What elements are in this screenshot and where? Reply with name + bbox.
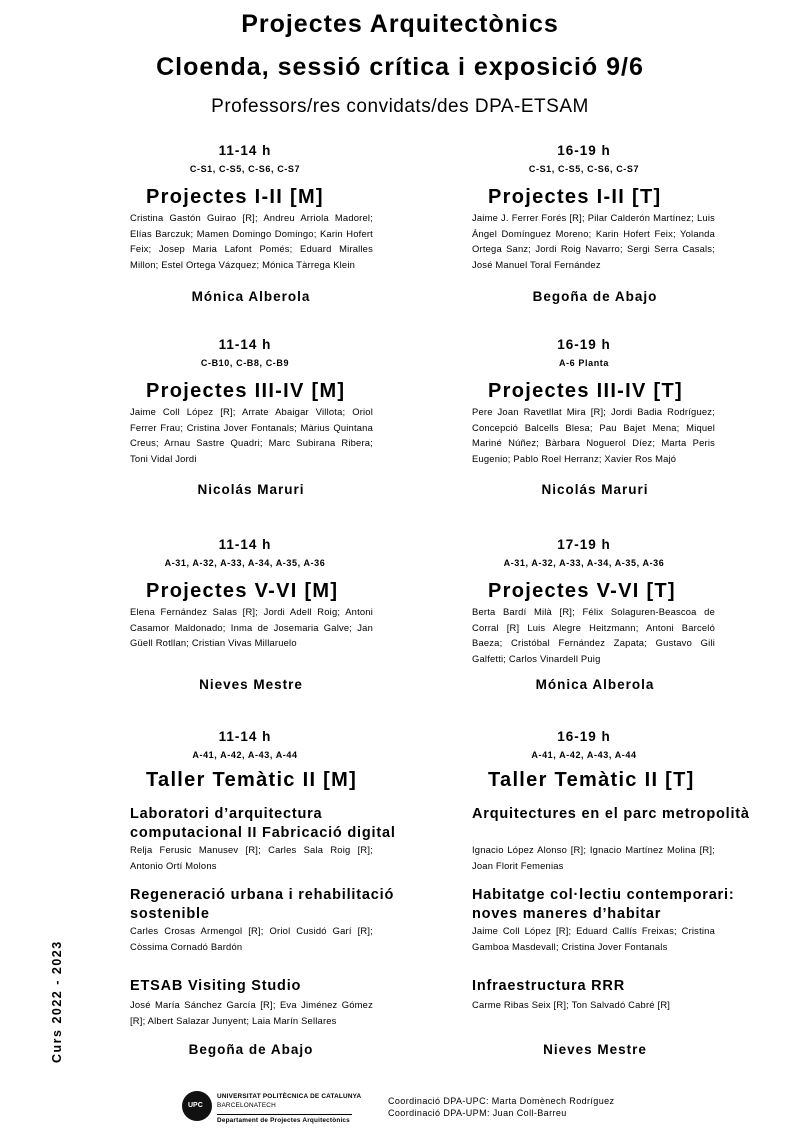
- guests-line: Professors/res convidats/des DPA-ETSAM: [211, 96, 589, 117]
- coordination-upc: Coordinació DPA-UPC: Marta Domènech Rodríguez: [388, 1096, 615, 1106]
- professor-list: Elena Fernández Salas [R]; Jordi Adell Roig; Antoni Casamor Maldonado; Inma de Josemaria Galve; Jan Güell Rotllan; Cristian Vivas Millaruelo: [130, 606, 373, 648]
- course-title: Projectes I-II [M]: [146, 186, 324, 208]
- footer-divider: [217, 1114, 352, 1115]
- page-subtitle: Cloenda, sessió crítica i exposició 9/6: [156, 53, 644, 81]
- professor-list: Berta Bardí Milà [R]; Félix Solaguren-Beascoa de Corral [R] Luis Alegre Heitzmann; Antoni Barceló Baeza; Cristóbal Fernández Zapata; Gustavo Gili Galfetti; Carlos Vinardell Puig: [472, 606, 715, 664]
- workshop-title: Regeneració urbana i rehabilitació sostenible: [130, 887, 395, 922]
- course-title: Taller Temàtic II [T]: [488, 769, 695, 791]
- coordination-upm: Coordinació DPA-UPM: Juan Coll-Barreu: [388, 1108, 567, 1118]
- workshop-title: Infraestructura RRR: [472, 978, 625, 994]
- course-year: Curs 2022 - 2023: [50, 940, 64, 1063]
- coordinator-name: Nicolás Maruri: [541, 482, 649, 497]
- course-title: Taller Temàtic II [M]: [146, 769, 358, 791]
- session-rooms: A-31, A-32, A-33, A-34, A-35, A-36: [164, 558, 326, 568]
- course-title: Projectes III-IV [T]: [488, 380, 683, 402]
- workshop-title: ETSAB Visiting Studio: [130, 978, 302, 994]
- professor-list: Jaime Coll López [R]; Arrate Abaigar Villota; Oriol Ferrer Frau; Cristina Jover Fontanals; Màrius Quintana Creus; Arnau Sastre Quadri; Marc Subirana Ribera; Toni Vidal Jordi: [130, 406, 373, 464]
- professor-list: Jaime Coll López [R]; Eduard Callís Freixas; Cristina Gamboa Masdevall; Cristina Jover Fontanals: [472, 925, 715, 952]
- session-time: 16-19 h: [557, 337, 611, 352]
- coordinator-name: Nicolás Maruri: [197, 482, 305, 497]
- session-rooms: C-S1, C-S5, C-S6, C-S7: [189, 164, 301, 174]
- coordinator-name: Begoña de Abajo: [532, 289, 658, 304]
- session-time: 16-19 h: [557, 143, 611, 158]
- professor-list: José María Sánchez García [R]; Eva Jiménez Gómez [R]; Albert Salazar Junyent; Laia Marín Sellares: [130, 999, 373, 1026]
- coordinator-name: Mónica Alberola: [535, 677, 655, 692]
- professor-list: Ignacio López Alonso [R]; Ignacio Martínez Molina [R]; Joan Florit Femenias: [472, 844, 715, 871]
- professor-list: Relja Ferusic Manusev [R]; Carles Sala Roig [R]; Antonio Ortí Molons: [130, 844, 373, 871]
- department-name: Departament de Projectes Arquitectònics: [217, 1117, 350, 1124]
- coordinator-name: Nieves Mestre: [543, 1042, 647, 1057]
- session-time: 11-14 h: [218, 143, 272, 158]
- barcelonatech: BARCELONATECH: [217, 1102, 276, 1109]
- course-title: Projectes V-VI [M]: [146, 580, 339, 602]
- session-rooms: A-41, A-42, A-43, A-44: [192, 750, 298, 760]
- course-title: Projectes III-IV [M]: [146, 380, 346, 402]
- workshop-title: Laboratori d’arquitectura computacional II Fabricació digital: [130, 806, 396, 841]
- workshop-title: Arquitectures en el parc metropolità: [472, 806, 750, 822]
- session-rooms: A-6 Planta: [558, 358, 609, 368]
- workshop-title: Habitatge col·lectiu contemporari: noves maneres d’habitar: [472, 887, 735, 922]
- session-rooms: A-41, A-42, A-43, A-44: [531, 750, 637, 760]
- session-time: 16-19 h: [557, 729, 611, 744]
- coordinator-name: Nieves Mestre: [199, 677, 303, 692]
- course-title: Projectes V-VI [T]: [488, 580, 676, 602]
- logo-text: UPC: [188, 1102, 203, 1109]
- upc-logo-icon: [182, 1091, 212, 1121]
- session-time: 11-14 h: [218, 537, 272, 552]
- professor-list: Carles Crosas Armengol [R]; Oriol Cusidó Garí [R]; Còssima Cornadó Bardón: [130, 925, 373, 952]
- course-title: Projectes I-II [T]: [488, 186, 662, 208]
- coordinator-name: Begoña de Abajo: [188, 1042, 314, 1057]
- session-time: 17-19 h: [557, 537, 611, 552]
- professor-list: Carme Ribas Seix [R]; Ton Salvadó Cabré [R]: [472, 999, 671, 1010]
- session-time: 11-14 h: [218, 337, 272, 352]
- professor-list: Jaime J. Ferrer Forés [R]; Pilar Calderón Martínez; Luis Ángel Domínguez Moreno; Karin Hofert Feix; Yolanda Ortega Sanz; Jordi Roig Navarro; Sergi Serra Casals; José Manuel Toral Fernández: [472, 212, 715, 270]
- session-rooms: C-S1, C-S5, C-S6, C-S7: [528, 164, 640, 174]
- professor-list: Cristina Gastón Guirao [R]; Andreu Arriola Madorel; Elías Barczuk; Mamen Domingo Domingo; Karin Hofert Feix; Josep Maria Lafont Pomés; Eduard Miralles Millon; Estel Ortega Vázquez; Mónica Tàrrega Klein: [130, 212, 373, 270]
- session-rooms: A-31, A-32, A-33, A-34, A-35, A-36: [503, 558, 665, 568]
- university-name: UNIVERSITAT POLITÈCNICA DE CATALUNYA: [217, 1093, 362, 1100]
- page-title: Projectes Arquitectònics: [241, 10, 559, 38]
- session-rooms: C-B10, C-B8, C-B9: [200, 358, 290, 368]
- coordinator-name: Mónica Alberola: [191, 289, 311, 304]
- session-time: 11-14 h: [218, 729, 272, 744]
- professor-list: Pere Joan Ravetllat Mira [R]; Jordi Badia Rodríguez; Concepció Balcells Blesa; Pau Bajet Mena; Miquel Mariné Núñez; Bàrbara Noguerol Díez; Marta Peris Eugenio; Pablo Roel Herranz; Xavier Ros Majó: [472, 406, 715, 464]
